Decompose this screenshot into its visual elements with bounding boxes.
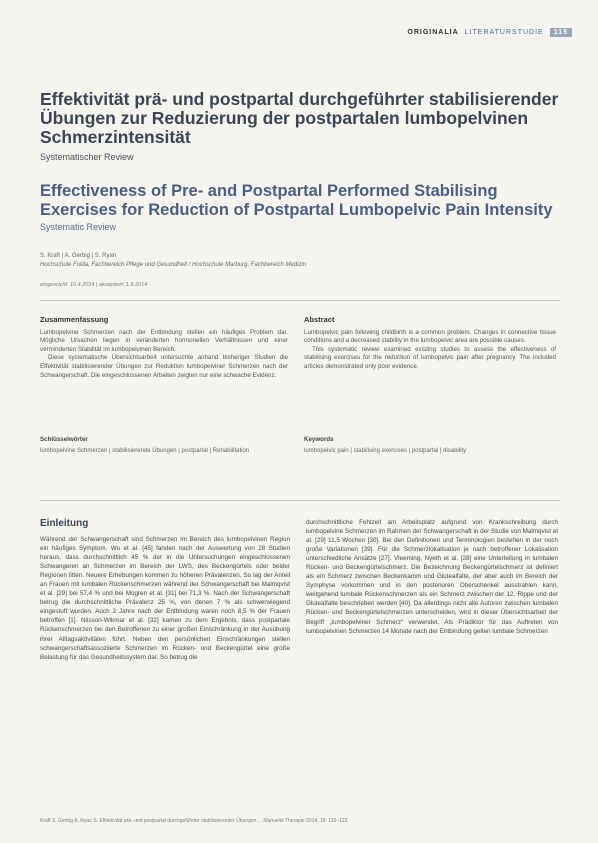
keywords-english-heading: Keywords — [304, 436, 334, 443]
abstract-p2: This systematic review examined existing studies to assess the effectiveness of stabilising exercises for the reduction of lumbopelvic pain after pregnancy. The included articles demonstrated only poor evidence. — [304, 345, 556, 370]
keywords-english — [304, 436, 556, 455]
abstract-section — [304, 316, 556, 372]
page-number: 115 — [550, 28, 572, 37]
divider — [40, 300, 560, 301]
zusammenfassung-p2: Diese systematische Übersichtsarbeit untersuchte anhand bisheriger Studien die Effektivität stabilisierender Übungen zur Reduktion lumbopelviner Schmerzen nach der Schwangerschaft. Die eingeschlossenen Arbeiten zeigten nur eine schwache Evidenz. — [40, 354, 288, 379]
keywords-german-heading: Schlüsselwörter — [40, 436, 88, 443]
zusammenfassung-heading: Zusammenfassung — [40, 315, 109, 324]
zusammenfassung-section — [40, 316, 288, 380]
affiliation: Hochschule Fulda, Fachbereich Pflege und Gesundheit / Hochschule Marburg, Fachbereich Medizin — [40, 262, 307, 268]
keywords-english-text: lumbopelvic pain | stabilising exercises | postpartal | disability — [304, 447, 467, 454]
running-header — [340, 26, 572, 38]
author-block — [40, 252, 306, 270]
submission-dates: eingereicht: 10.4.2014 | akzeptiert: 1.9.2014 — [40, 282, 148, 288]
divider — [40, 500, 560, 501]
abstract-heading: Abstract — [304, 315, 335, 324]
citation-footer: Kraft S, Gerbig A, Ryan S. Effektivität prä- und postpartal durchgeführter stabilisierender Übungen ... Manuelle Therapie 2014; 18: 115–123 — [40, 818, 348, 824]
title-english: Effectiveness of Pre- and Postpartal Performed Stabilising Exercises for Reduction of Postpartal Lumbopelvic Pain Intensity — [40, 182, 553, 219]
zusammenfassung-p1: Lumbopelvine Schmerzen nach der Entbindung stellen ein häufiges Problem dar. Mögliche Ursachen liegen in veränderten hormonellen Verhältnissen und einer verminderten Stabilität im lumbopelvinen Bereich. — [40, 328, 288, 353]
header-category: ORIGINALIA — [407, 28, 459, 36]
abstract-p1: Lumbopelvic pain following childbirth is a common problem. Changes in connective tissue conditions and a decreased stability in the lumbopelvic area are possible causes. — [304, 328, 556, 345]
authors: S. Kraft | A. Gerbig | S. Ryan — [40, 253, 117, 259]
body-column-left: Während der Schwangerschaft sind Schmerzen im Bereich des lumbopelvinen Region ein häufiges Symptom. Wu et al. [45] fanden nach der Auswertung von 28 Studien heraus, dass durchschnittlich 45 % der in die Untersuchungen eingeschlossenen Schwangeren an Schmerzen im Bereich der LWS, des Beckengürtels oder beider Regionen litten. Neuere Erhebungen kommen zu höheren Prävalenzen. So lag der Anteil an Frauen mit lumbalen Rückenschmerzen während der Schwangerschaft bei Malmqvist et al. [29] bei 57,4 % und bei Mogren et al. [31] bei 71,3 %. Nach der Schwangerschaft betrug die durchschnittliche Prävalenz 25 %, von denen 7 % als schwerwiegend eingestuft wurden. Auch 2 Jahre nach der Entbindung waren noch 8,5 % der Frauen betroffen [1]. Nilsson-Wikmar et al. [32] kamen zu dem Ergebnis, dass postpartale Rückenschmerzen bei den Betroffenen zu einer großen Einschränkung in der Ausübung ihrer Alltagsaktivitäten führt. Neben den persönlichen Einschränkungen stellen schwangerschaftsassoziierte Schmerzen im Rücken- und Beckengürtel eine große Belastung für das Gesundheitssystem dar. So betrug die — [40, 536, 290, 661]
title-german: Effektivität prä- und postpartal durchgeführter stabilisierender Übungen zur Reduzierung der postpartalen lumbopelvinen Schmerzintensität — [40, 89, 559, 147]
subtitle-german: Systematischer Review — [40, 152, 134, 162]
subtitle-english: Systematic Review — [40, 222, 117, 232]
header-subcategory: LITERATURSTUDIE — [464, 28, 544, 36]
keywords-german-text: lumbopelvine Schmerzen | stabilisierende Übungen | postpartal | Rehabilitation — [40, 447, 250, 454]
introduction-heading: Einleitung — [40, 518, 89, 529]
keywords-german — [40, 436, 288, 455]
body-column-right: durchschnittliche Fehlzeit am Arbeitsplatz aufgrund von Krankschreibung durch lumbopelvine Schmerzen im Rahmen der Schwangerschaft in der Studie von Malmqvist et al. [29] 11,5 Wochen [30]. Bei den Definitionen und Terminologien bestehen in der noch große Variationen [39]. Für die Schmerzlokalisation je nach betroffener Lokalisation unterschiedliche Ansätze [27]. Vleeming, Nyeth et al. [28] eine Unterteilung in lumbalen Rücken- und Beckengürtelschmerz. Die Bezeichnung Beckengürtelschmerz ist definiert als ein Schmerz zwischen Beckenkamm und Glutealfalte, der aber auch im Bereich der Symphyse vorkommen und in den posterioren Oberschenkel ausstrahlen kann, weitgehend lumbale Rückenschmerzen als ein Schmerz zwischen der 12. Rippe und der Glutealfalte beschrieben werden [40]. Da allerdings nicht alle Autoren zwischen lumbalen Rücken- und Beckengürtelschmerzen unterscheiden, wird in dieser Übersichtsarbeit der Begriff „lumbopelviner Schmerz“ verwendet. Als Prädiktor für das Auftreten von lumbopelvinen Schmerzen 14 Monate nach der Entbindung gelten lumbale Schmerzen — [306, 519, 558, 635]
